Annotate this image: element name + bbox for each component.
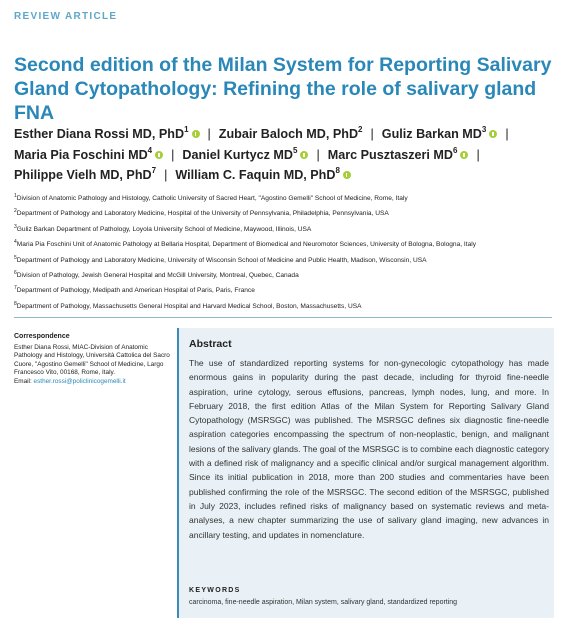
abstract-heading: Abstract: [189, 338, 232, 350]
author-affiliation-ref: 6: [453, 145, 458, 155]
author-affiliation-ref: 7: [151, 166, 157, 175]
affiliation-item: [14, 268, 559, 283]
author-separator: |: [171, 147, 175, 162]
affiliation-number: 1: [14, 193, 17, 199]
affiliation-text: Guliz Barkan Department of Pathology, Loyola University School of Medicine, Maywood, Illinois, USA: [16, 225, 312, 233]
email-link[interactable]: esther.rossi@policlinicogemelli.it: [33, 377, 126, 385]
correspondence-block: [14, 333, 174, 386]
affiliation-item: [14, 283, 559, 298]
author-separator: |: [164, 168, 168, 182]
author-affiliation-ref: 2: [358, 125, 363, 134]
orcid-icon[interactable]: [300, 151, 308, 159]
author-name: Esther Diana Rossi MD, PhD: [14, 127, 185, 141]
affiliation-number: 4: [14, 239, 17, 246]
affiliation-number: 2: [14, 208, 17, 215]
author-entry: [175, 168, 351, 182]
author-entry: [219, 127, 363, 141]
author-affiliation-ref: 4: [147, 145, 153, 155]
abstract-panel: [177, 328, 554, 618]
affiliation-number: 3: [14, 223, 17, 230]
keywords-heading: KEYWORDS: [189, 587, 241, 594]
orcid-icon[interactable]: [343, 171, 351, 179]
affiliation-text: Department of Pathology and Laboratory Medicine, University of Wisconsin School of Medicine and Public Health, Madison, Wisconsin, USA: [16, 256, 427, 264]
author-entry: [327, 145, 469, 162]
affiliation-text: Division of Anatomic Pathology and Histology, Catholic University of Sacred Heart, "Agostino Gemelli" School of Medicine, Rome, Italy: [16, 195, 408, 202]
author-name: Guliz Barkan MD: [381, 127, 482, 141]
orcid-icon[interactable]: [192, 130, 200, 138]
affiliation-number: 5: [14, 254, 17, 261]
correspondence-address: Esther Diana Rossi, MIAC-Division of Anatomic Pathology and Histology, Università Cattolica del Sacro Cuore, "Agostino Gemelli" School of Medicine, Largo Francesco Vito, 00168, Rome, Italy.: [14, 343, 170, 376]
author-separator: |: [370, 127, 374, 141]
affiliation-number: 8: [14, 300, 17, 307]
author-affiliation-ref: 1: [184, 125, 189, 134]
author-entry: [182, 145, 308, 162]
author-entry: [14, 168, 156, 182]
correspondence-email-line: [14, 378, 174, 387]
email-label: Email:: [14, 377, 32, 385]
correspondence-heading: Correspondence: [14, 333, 70, 340]
author-entry: [14, 145, 163, 162]
author-name: William C. Faquin MD, PhD: [175, 168, 336, 182]
author-list: [14, 124, 559, 186]
affiliation-item: [14, 191, 559, 206]
author-separator: |: [316, 147, 320, 162]
affiliation-text: Department of Pathology and Laboratory Medicine, Hospital of the University of Pennsylvania, Philadelphia, Pennsylvania, USA: [16, 210, 389, 218]
author-name: Zubair Baloch MD, PhD: [218, 127, 359, 141]
author-entry: [382, 127, 498, 141]
article-title: Second edition of the Milan System for Reporting Salivary Gland Cytopathology: Refining the role of salivary gland FNA: [14, 54, 552, 124]
orcid-icon[interactable]: [489, 130, 497, 138]
affiliation-text: Department of Pathology, Massachusetts General Hospital and Harvard Medical School, Boston, Massachusetts, USA: [16, 302, 362, 310]
author-affiliation-ref: 8: [335, 166, 340, 175]
affiliation-list: [14, 191, 559, 314]
affiliation-item: [14, 206, 559, 221]
affiliation-item: [14, 237, 559, 252]
author-separator: |: [505, 127, 509, 141]
author-name: Maria Pia Foschini MD: [14, 147, 148, 162]
affiliation-number: 7: [14, 285, 17, 292]
affiliation-text: Department of Pathology, Medipath and American Hospital of Paris, Paris, France: [16, 287, 255, 295]
orcid-icon[interactable]: [155, 151, 163, 159]
abstract-text: The use of standardized reporting systems for non-gynecologic cytopathology has made enormous gains in popularity during the past decade, including for thyroid fine-needle aspiration, urine cytology, serous effusions, pancreas, lymph nodes, lung, and more. In February 2018, the first edition Atlas of the Milan System for Reporting Salivary Gland Cytopathology (MSRSGC) was published. The MSRSGC defines six diagnostic fine-needle aspiration categories encompassing the spectrum of non-neoplastic, benign, and malignant lesions of the salivary glands. The goal of the MSRSGC is to combine each diagnostic category with a defined risk of malignancy and a specific clinical and/or surgical management algorithm. Since its initial publication in 2018, more than 200 studies and commentaries have been published confirming the role of the MSRSGC. The second edition of the MSRSGC, published in July 2023, includes refined risks of malignancy based on systematic reviews and meta-analyses, a new chapter summarizing the use of salivary gland imaging, new advances in ancillary testing, and updates in nomenclature.: [189, 358, 549, 540]
author-separator: |: [476, 147, 480, 162]
affiliation-item: [14, 222, 559, 237]
affiliation-text: Division of Pathology, Jewish General Hospital and McGill University, Montreal, Quebec, Canada: [16, 272, 299, 280]
keywords-text: carcinoma, fine-needle aspiration, Milan system, salivary gland, standardized reporting: [189, 599, 458, 606]
author-affiliation-ref: 3: [481, 125, 487, 134]
author-name: Philippe Vielh MD, PhD: [14, 168, 152, 182]
author-entry: [14, 127, 200, 141]
affiliation-item: [14, 253, 559, 268]
orcid-icon[interactable]: [460, 151, 468, 159]
affiliation-item: [14, 299, 559, 314]
section-divider: [14, 317, 552, 318]
affiliation-number: 6: [14, 270, 17, 277]
affiliation-text: Maria Pia Foschini Unit of Anatomic Pathology at Bellaria Hospital, Department of Biomedical and Neuromotor Sciences, University of Bologna, Bologna, Italy: [16, 241, 477, 249]
author-name: Daniel Kurtycz MD: [182, 147, 293, 162]
author-name: Marc Pusztaszeri MD: [327, 147, 453, 162]
author-separator: |: [207, 127, 211, 141]
article-type-label: REVIEW ARTICLE: [14, 11, 118, 22]
author-affiliation-ref: 5: [292, 145, 298, 155]
